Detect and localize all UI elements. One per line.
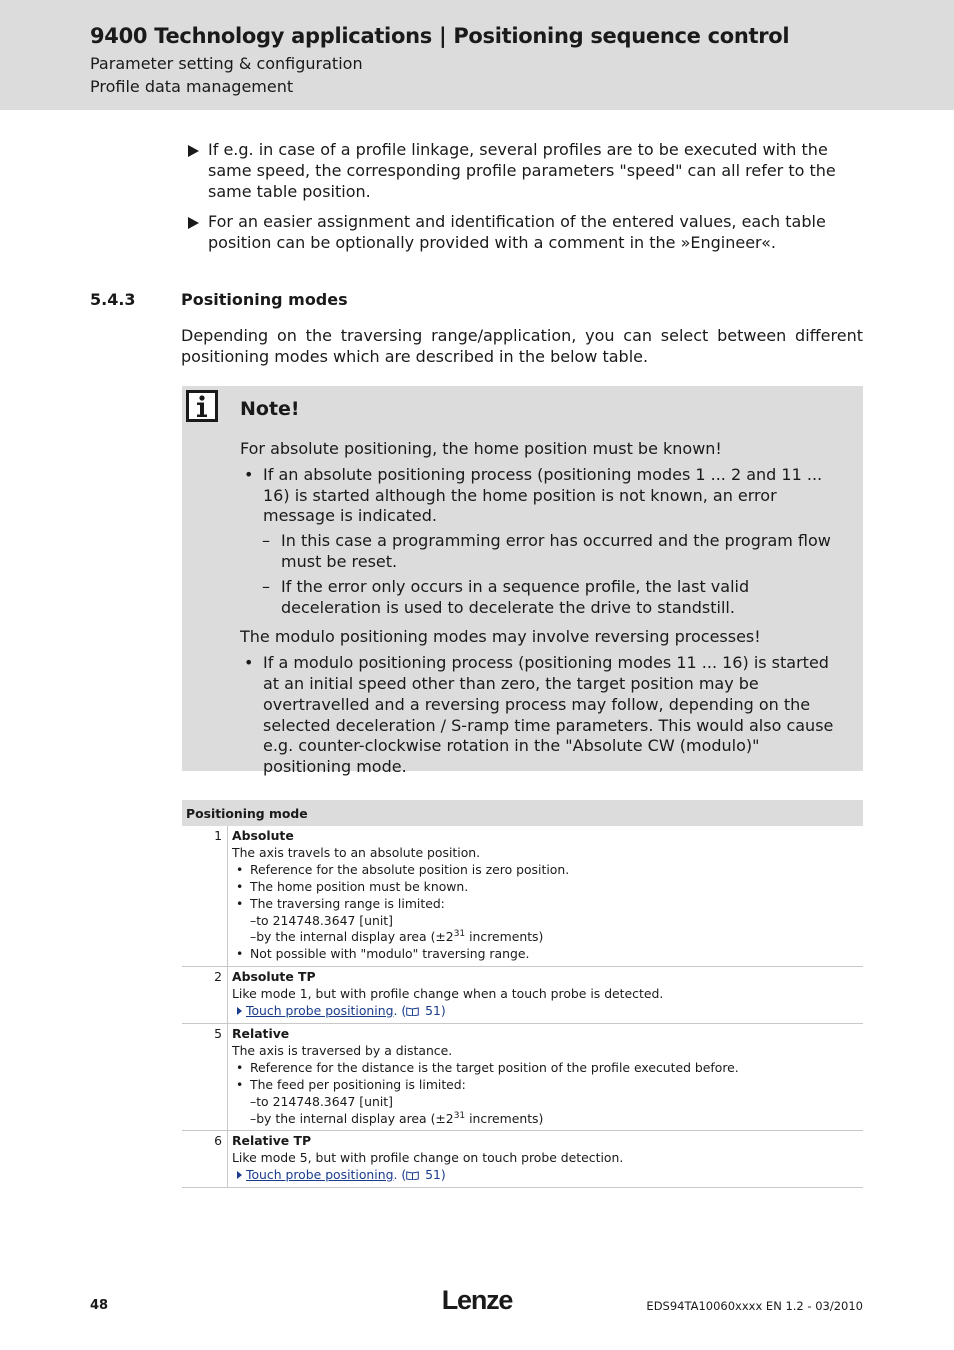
intro-bullet-list [186,140,866,264]
note-list-text: If a modulo positioning process (positioning modes 11 ... 16) is started at an initial speed other than zero, the target position may be overtravelled and a reversing process may follow, depending on the selected deceleration / S-ramp time parameters. This would also cause e.g. counter-clockwise rotation in the "Absolute CW (modulo)" positioning mode. [263,653,834,777]
note-sub-item [240,531,846,573]
mode-number: 5 [214,1025,222,1041]
mode-title: Relative TP [232,1133,312,1149]
bullet-dot: • [236,946,244,962]
dash-marker: – [262,576,270,596]
header-title: 9400 Technology applications | Positioning sequence control [90,24,790,48]
sub-item: –to 214748.3647 [unit] [250,912,393,928]
mode-description: The axis travels to an absolute position. [232,844,481,860]
note-paragraph: For absolute positioning, the home position must be known! [240,439,722,458]
page-number: 48 [90,1298,109,1313]
triangle-bullet-icon [188,217,199,229]
sub-item: –by the internal display area ($\pm 2^{31}$ increments) [250,929,544,945]
svg-text:Lenze: Lenze [441,1286,513,1314]
note-sub-text: In this case a programming error has occurred and the program flow must be reset. [281,531,831,571]
bullet-text: For an easier assignment and identification of the entered values, each table position can be optionally provided with a comment in the »Engineer«. [208,212,826,253]
triangle-bullet-icon [188,145,199,157]
dash-marker: – [262,531,270,551]
sub-item: –by the internal display area ($\pm 2^{31}$ increments) [250,1110,544,1126]
document-id: EDS94TA10060xxxx EN 1.2 - 03/2010 [646,1299,863,1313]
touch-probe-link[interactable]: Touch probe positioning [246,1167,394,1183]
page-header [0,0,954,110]
bullet-dot: • [244,653,254,673]
mode-description: The axis is traversed by a distance. [232,1042,453,1058]
table-row [182,826,863,967]
mode-number: 2 [214,969,222,985]
section-title: Positioning modes [181,290,348,309]
bullet-text: If e.g. in case of a profile linkage, several profiles are to be executed with the same speed, the corresponding profile parameters "speed" can all refer to the same table position. [208,140,836,201]
note-paragraph: The modulo positioning modes may involve reversing processes! [240,627,761,647]
note-title: Note! [240,398,300,420]
intro-bullet [186,140,866,202]
note-sub-text: If the error only occurs in a sequence profile, the last valid deceleration is used to decelerate the drive to standstill. [281,576,750,617]
list-item: • The feed per positioning is limited: [236,1076,466,1092]
note-list-text: If an absolute positioning process (positioning modes 1 ... 2 and 11 ... 16) is started although the home position is not known, an error message is indicated. [263,464,823,526]
mode-title: Absolute [232,828,294,843]
table-row [182,1024,863,1131]
mode-description: Like mode 5, but with profile change on touch probe detection. [232,1150,624,1166]
bullet-dot: • [236,1059,244,1075]
list-item: • The traversing range is limited: [236,895,445,911]
list-item: • Reference for the distance is the target position of the profile executed before. [236,1059,739,1075]
cross-reference: Touch probe positioning. ( 51) [232,1003,863,1020]
book-icon [406,1171,419,1180]
table-header: Positioning mode [182,800,863,826]
table-row [182,1131,863,1188]
bullet-dot: • [236,878,244,894]
bullet-dot: • [236,1076,244,1092]
lenze-logo [436,1286,518,1314]
link-arrow-icon [237,1007,242,1015]
list-item: • Not possible with "modulo" traversing range. [236,946,530,962]
link-arrow-icon [237,1171,242,1179]
table-row [182,967,863,1024]
note-box [182,386,863,777]
mode-description: Like mode 1, but with profile change when a touch probe is detected. [232,986,664,1002]
mode-title: Relative [232,1025,290,1041]
section-intro: Depending on the traversing range/application, you can select between different positioning modes which are described in the below table. [181,326,863,366]
positioning-mode-table [182,800,863,1188]
bullet-dot: • [236,861,244,877]
cross-reference: Touch probe positioning. ( 51) [232,1167,863,1184]
intro-bullet [186,212,866,254]
info-icon [186,390,218,422]
list-item: • The home position must be known. [236,878,469,894]
bullet-dot: • [236,895,244,911]
note-body [240,439,846,782]
sub-item: –to 214748.3647 [unit] [250,1093,393,1109]
list-item: • Reference for the absolute position is zero position. [236,861,570,877]
note-sub-item [240,577,846,619]
mode-title: Absolute TP [232,969,316,985]
touch-probe-link[interactable]: Touch probe positioning [246,1003,394,1019]
note-list-item [240,465,846,527]
book-icon [406,1007,419,1016]
header-subtitle-2: Profile data management [90,77,294,96]
mode-number: 1 [214,828,222,843]
note-list-item [240,653,846,778]
section-number: 5.4.3 [90,290,136,309]
bullet-dot: • [244,464,254,484]
mode-number: 6 [214,1133,222,1149]
header-subtitle-1: Parameter setting & configuration [90,54,363,73]
